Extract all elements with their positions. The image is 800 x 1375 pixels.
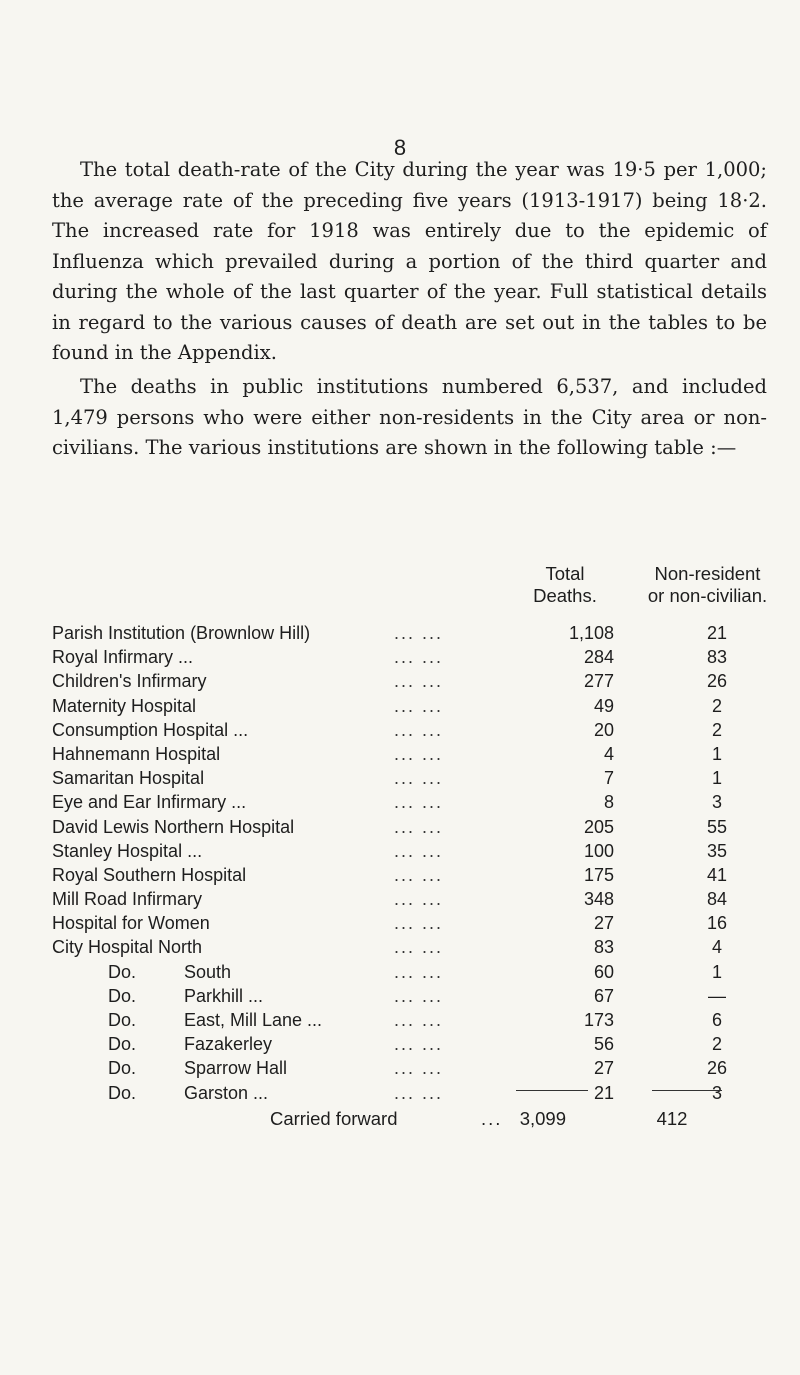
leader-dots: ... ...	[394, 1082, 444, 1103]
carried-forward-dots: ...	[481, 1108, 503, 1129]
carried-forward-nonres: 412	[656, 1108, 688, 1129]
total-deaths-cell: 175	[583, 864, 614, 885]
institution-subname: Garston ...	[184, 1082, 269, 1103]
leader-dots: ... ...	[394, 961, 444, 982]
non-resident-cell: 1	[711, 743, 722, 764]
non-resident-cell: 26	[706, 1058, 728, 1079]
table-row	[52, 935, 792, 959]
institution-subname: Parkhill ...	[184, 985, 264, 1006]
institution-name: Do.	[108, 985, 137, 1006]
total-deaths-cell: 8	[603, 792, 614, 813]
non-resident-cell: 55	[706, 816, 728, 837]
non-resident-cell: 1	[711, 961, 722, 982]
table-row	[52, 911, 792, 935]
leader-dots: ... ...	[394, 1034, 444, 1055]
leader-dots: ... ...	[394, 719, 444, 740]
non-resident-cell: 4	[711, 937, 722, 958]
table-row	[52, 1056, 792, 1080]
leader-dots: ... ...	[394, 937, 444, 958]
leader-dots: ... ...	[394, 864, 444, 885]
carried-forward-label: Carried forward	[270, 1108, 398, 1129]
table-row	[52, 815, 792, 839]
non-resident-cell: 26	[706, 671, 728, 692]
header-total-line1: Total	[545, 563, 585, 584]
total-deaths-cell: 20	[593, 719, 614, 740]
institution-name: Royal Southern Hospital	[52, 864, 247, 885]
total-deaths-cell: 27	[593, 1058, 614, 1079]
paragraph1-text: The total death-rate of the City during the year was 19·5 per 1,000; the average rate of the preceding five years (1913-1917) being 18·2. The increased rate for 1918 was entirely due to the epidemic of Influenza which prevailed during a portion of the third quarter and during the whole of the last quarter of the year. Full statistical details in regard to the various causes of death are set out in the tables to be found in the Appendix.	[52, 158, 767, 364]
total-deaths-cell: 173	[583, 1010, 614, 1030]
total-deaths-cell: 284	[583, 647, 614, 668]
total-deaths-cell: 205	[583, 816, 614, 837]
non-resident-cell: 3	[711, 1082, 722, 1103]
non-resident-cell: 16	[706, 913, 728, 934]
table-row	[52, 790, 792, 814]
header-nonres-line1: Non-resident	[654, 563, 761, 584]
institution-name: Parish Institution (Brownlow Hill)	[52, 623, 311, 643]
total-deaths-cell: 67	[593, 985, 614, 1006]
total-deaths-cell: 83	[593, 937, 614, 958]
institution-subname: Sparrow Hall	[184, 1058, 288, 1079]
table-row	[52, 863, 792, 887]
leader-dots: ... ...	[394, 913, 444, 934]
total-deaths-cell: 56	[593, 1034, 614, 1055]
institution-name: City Hospital North	[52, 937, 203, 958]
non-resident-cell: 83	[706, 647, 728, 668]
total-deaths-cell: 348	[583, 889, 614, 910]
table-row	[52, 839, 792, 863]
header-non-resident	[615, 563, 800, 607]
leader-dots: ... ...	[394, 840, 444, 861]
table-row	[52, 718, 792, 742]
table-row	[52, 766, 792, 790]
table-row	[52, 645, 792, 669]
table-row	[52, 621, 792, 645]
institution-name: Mill Road Infirmary	[52, 889, 203, 910]
institution-name: Do.	[108, 1010, 137, 1030]
leader-dots: ... ...	[394, 623, 444, 643]
institution-name: Do.	[108, 1058, 137, 1079]
institution-name: Stanley Hospital ...	[52, 840, 203, 861]
leader-dots: ... ...	[394, 695, 444, 716]
institution-name: Do.	[108, 1082, 137, 1103]
paragraph-institutions	[52, 372, 767, 464]
leader-dots: ... ...	[394, 768, 444, 789]
leader-dots: ... ...	[394, 1058, 444, 1079]
table-row	[52, 984, 792, 1008]
non-resident-cell: 2	[711, 1034, 722, 1055]
leader-dots: ... ...	[394, 743, 444, 764]
leader-dots: ... ...	[394, 889, 444, 910]
institution-name: Do.	[108, 1034, 137, 1055]
total-deaths-cell: 49	[593, 695, 614, 716]
header-total-line2: Deaths.	[533, 585, 597, 606]
leader-dots: ... ...	[394, 1010, 444, 1030]
non-resident-cell: 41	[706, 864, 728, 885]
non-resident-cell: —	[708, 985, 726, 1006]
leader-dots: ... ...	[394, 816, 444, 837]
total-deaths-cell: 60	[593, 961, 614, 982]
total-deaths-cell: 27	[593, 913, 614, 934]
institution-name: Maternity Hospital	[52, 695, 197, 716]
paragraph-death-rate	[52, 155, 767, 369]
table-row	[52, 960, 792, 984]
non-resident-cell: 35	[706, 840, 728, 861]
total-deaths-cell: 7	[603, 768, 614, 789]
institution-name: Royal Infirmary ...	[52, 647, 194, 668]
total-deaths-cell: 4	[603, 743, 614, 764]
non-resident-cell: 2	[711, 695, 722, 716]
institutions-table	[52, 621, 792, 1105]
institution-name: Hospital for Women	[52, 913, 210, 934]
page-number: 8	[393, 135, 407, 160]
institution-name: Hahnemann Hospital	[52, 743, 221, 764]
leader-dots: ... ...	[394, 671, 444, 692]
total-deaths-cell: 21	[593, 1082, 614, 1103]
leader-dots: ... ...	[394, 792, 444, 813]
non-resident-cell: 84	[706, 889, 728, 910]
carried-forward-total: 3,099	[519, 1108, 566, 1129]
header-nonres-line2: or non-civilian.	[647, 585, 768, 606]
table-row	[52, 694, 792, 718]
table-row	[52, 669, 792, 693]
institution-name: Children's Infirmary	[52, 671, 207, 692]
total-deaths-cell: 277	[583, 671, 614, 692]
non-resident-cell: 2	[711, 719, 722, 740]
table-row	[52, 742, 792, 766]
total-column-rule	[516, 1090, 588, 1091]
non-resident-cell: 1	[711, 768, 722, 789]
total-deaths-cell: 1,108	[568, 623, 614, 643]
institution-name: Samaritan Hospital	[52, 768, 205, 789]
institution-name: Eye and Ear Infirmary ...	[52, 792, 247, 813]
non-resident-cell: 6	[711, 1010, 722, 1030]
non-resident-cell: 21	[706, 623, 728, 643]
table-row	[52, 1032, 792, 1056]
table-row	[52, 887, 792, 911]
institution-name: Consumption Hospital ...	[52, 719, 249, 740]
institution-subname: South	[184, 961, 232, 982]
table-row	[52, 1008, 792, 1032]
total-deaths-cell: 100	[583, 840, 614, 861]
institution-subname: Fazakerley	[184, 1034, 273, 1055]
institution-name: David Lewis Northern Hospital	[52, 816, 295, 837]
nonres-column-rule	[652, 1090, 722, 1091]
leader-dots: ... ...	[394, 985, 444, 1006]
leader-dots: ... ...	[394, 647, 444, 668]
institution-name: Do.	[108, 961, 137, 982]
header-total-deaths	[520, 563, 610, 607]
table-row	[52, 1081, 792, 1105]
non-resident-cell: 3	[711, 792, 722, 813]
paragraph2-text: The deaths in public institutions numbered 6,537, and included 1,479 persons who were either non-residents in the City area or non-civilians. The various institutions are shown in the following table :—	[52, 375, 767, 459]
institution-subname: East, Mill Lane ...	[184, 1010, 323, 1030]
